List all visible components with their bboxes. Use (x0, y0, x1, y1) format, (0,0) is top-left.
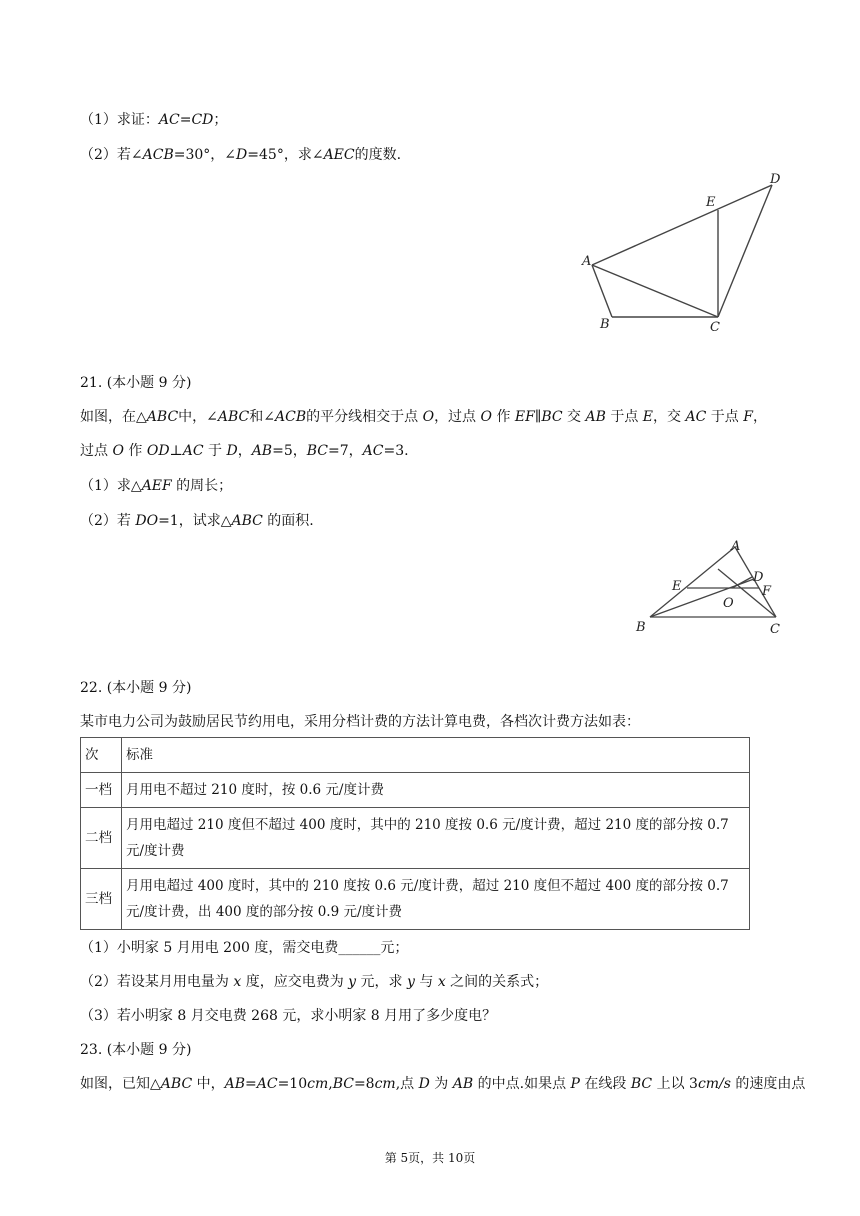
tier-cell: 一档 (81, 773, 122, 808)
label-b: B (636, 620, 646, 635)
label-d: D (770, 172, 781, 187)
q22-part2: （2）若设某月用电量为 x 度，应交电费为 y 元，求 y 与 x 之间的关系式； (80, 974, 549, 990)
q23-heading: 23. (本小题 9 分) (80, 1042, 192, 1058)
page-footer: 第 5页，共 10页 (384, 1151, 476, 1165)
rule-cell: 月用电不超过 210 度时，按 0.6 元/度计费 (122, 773, 750, 808)
label-o: O (723, 596, 734, 611)
label-a: A (731, 539, 741, 554)
tier-cell: 三档 (81, 869, 122, 930)
label-e: E (672, 579, 682, 594)
q21-part1: （1）求△AEF 的周长； (80, 478, 233, 494)
table-header-cell: 次 (81, 738, 122, 773)
label-c: C (770, 622, 780, 637)
table-row (81, 808, 750, 869)
q21-line1: 如图，在△ABC中，∠ABC和∠ACB的平分线相交于点 O，过点 O 作 EF∥BC 交 AB 于点 E，交 AC 于点 F， (80, 409, 767, 425)
label-f: F (762, 584, 772, 599)
table-row (81, 773, 750, 808)
label-b: B (600, 317, 610, 332)
fee-table (80, 737, 750, 930)
figure-q21 (628, 533, 793, 643)
rule-cell: 月用电超过 400 度时，其中的 210 度按 0.6 元/度计费，超过 210 度但不超过 400 度的部分按 0.7 元/度计费，出 400 度的部分按 0.9 元/度计费 (122, 869, 750, 930)
q20-part2: （2）若∠ACB=30°，∠D=45°，求∠AEC的度数. (80, 147, 402, 163)
label-e: E (706, 195, 716, 210)
table-row (81, 869, 750, 930)
q22-part1: （1）小明家 5 月用电 200 度，需交电费______元； (80, 940, 409, 956)
label-c: C (710, 320, 720, 335)
figure-q20 (570, 165, 790, 340)
label-d: D (753, 570, 764, 585)
q23-line1: 如图，已知△ABC 中，AB=AC=10cm,BC=8cm,点 D 为 AB 的中点.如果点 P 在线段 BC 上以 3cm/s 的速度由点 (80, 1076, 806, 1092)
table-header-row (81, 738, 750, 773)
tier-cell: 二档 (81, 808, 122, 869)
table-header-cell: 标准 (122, 738, 750, 773)
q21-part2: （2）若 DO=1，试求△ABC 的面积. (80, 513, 314, 529)
q21-line2: 过点 O 作 OD⊥AC 于 D，AB=5，BC=7，AC=3. (80, 443, 409, 459)
q22-heading: 22. (本小题 9 分) (80, 680, 192, 696)
q22-intro: 某市电力公司为鼓励居民节约用电，采用分档计费的方法计算电费，各档次计费方法如表： (80, 714, 640, 730)
q20-part1: （1）求证：AC=CD； (80, 112, 228, 128)
q21-heading: 21. (本小题 9 分) (80, 375, 192, 391)
rule-cell: 月用电超过 210 度但不超过 400 度时，其中的 210 度按 0.6 元/度计费，超过 210 度的部分按 0.7 元/度计费 (122, 808, 750, 869)
q22-part3: （3）若小明家 8 月交电费 268 元，求小明家 8 月用了多少度电？ (80, 1008, 497, 1024)
label-a: A (582, 254, 592, 269)
